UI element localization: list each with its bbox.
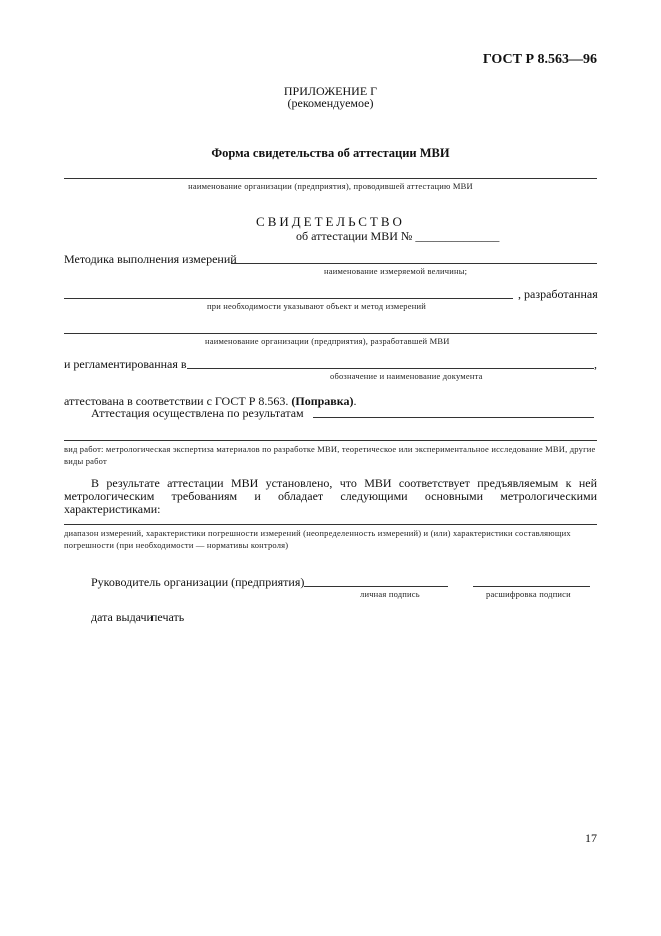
dev-org-line: [64, 333, 597, 334]
object-caption: при необходимости указывают объект и метод измерений: [207, 301, 426, 311]
attestation-line-2: [64, 440, 597, 441]
attested-text: аттестована в соответствии с ГОСТ Р 8.563. (Поправка).: [64, 394, 357, 408]
correction-mark: (Поправка): [291, 394, 354, 408]
signature-decode-caption: расшифровка подписи: [486, 589, 571, 599]
object-line: [64, 298, 513, 299]
method-caption: наименование измеряемой величины;: [324, 266, 468, 276]
result-paragraph: В результате аттестации МВИ установлено, что МВИ соответствует предъявляемым к ней метрологическим требованиям и обладает следующими основными метрологическими характеристиками:: [64, 476, 597, 516]
regulated-caption: обозначение и наименование документа: [330, 371, 483, 381]
dev-org-caption: наименование организации (предприятия), разработавшей МВИ: [205, 336, 450, 346]
org-caption: наименование организации (предприятия), проводившей аттестацию МВИ: [188, 181, 473, 191]
org-name-line: [64, 178, 597, 179]
regulated-label: и регламентированная в: [64, 357, 187, 371]
appendix-subtitle: (рекомендуемое): [287, 96, 374, 110]
stamp-label: печать: [151, 610, 185, 624]
result-caption: диапазон измерений, характеристики погрешности измерений (неопределенность измерений) и (или) характеристики составляющих погрешности (при необходимости — нормативы контроля): [64, 528, 571, 550]
regulated-comma: ,: [594, 357, 597, 371]
appendix-title: ПРИЛОЖЕНИЕ Г: [283, 84, 378, 98]
document-code: ГОСТ Р 8.563—96: [482, 52, 597, 67]
certificate-subtitle: об аттестации МВИ № ______________: [296, 229, 500, 243]
result-line: [64, 524, 597, 525]
personal-signature-caption: личная подпись: [360, 589, 420, 599]
page-number: 17: [585, 831, 597, 845]
developed-suffix: , разработанная: [518, 287, 598, 301]
signature-label: Руководитель организации (предприятия): [91, 575, 305, 589]
signature-decode-line: [473, 586, 590, 587]
personal-signature-line: [304, 586, 448, 587]
attestation-line-1: [313, 417, 594, 418]
attestation-label: Аттестация осуществлена по результатам: [91, 406, 304, 420]
attestation-caption: вид работ: метрологическая экспертиза материалов по разработке МВИ, теоретическое или экспериментальное исследование МВИ, другие виды работ: [64, 444, 596, 466]
issue-date-label: дата выдачи: [91, 610, 153, 624]
method-line: [231, 263, 597, 264]
regulated-line: [187, 368, 594, 369]
form-title: Форма свидетельства об аттестации МВИ: [211, 146, 450, 160]
method-label: Методика выполнения измерений: [64, 252, 237, 266]
certificate-title: СВИДЕТЕЛЬСТВО: [256, 214, 405, 229]
